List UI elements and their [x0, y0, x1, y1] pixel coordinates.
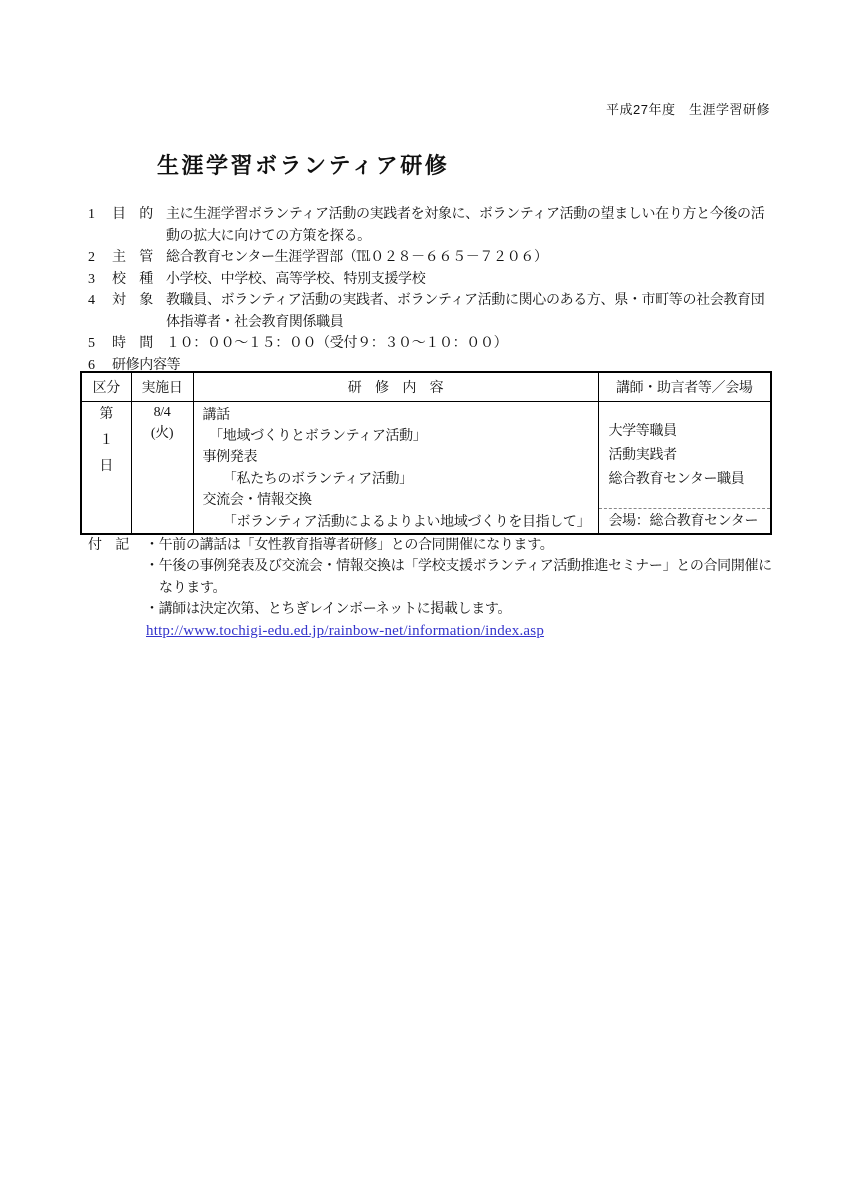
item-label: 時 間	[112, 336, 153, 351]
date-value: 8/4	[153, 404, 171, 420]
content-line: 交流会・情報交換	[202, 493, 312, 509]
page-title: 生涯学習ボランティア研修	[157, 153, 450, 178]
item-text: 主に生涯学習ボランティア活動の実践者を対象に、ボランティア活動の望ましい在り方と今後の活動の拡大に向けての方策を探る。	[166, 207, 765, 244]
item-label: 主 管	[112, 250, 153, 265]
item-number: 5	[88, 336, 95, 351]
item-text: １０：００～１５：００（受付９：３０～１０：００）	[166, 336, 508, 351]
item-label: 目 的	[112, 207, 153, 222]
item-number: 2	[88, 250, 95, 265]
day-number-vertical: 第１日	[99, 406, 114, 474]
header-content: 研 修 内 容	[193, 372, 598, 401]
schedule-header-row	[81, 372, 771, 401]
item-text: 小学校、中学校、高等学校、特別支援学校	[166, 271, 426, 287]
rainbow-net-link[interactable]: http://www.tochigi-edu.ed.jp/rainbow-net/information/index.asp	[146, 623, 545, 640]
header-instructor: 講師・助言者等／会場	[598, 372, 771, 401]
cell-instructors-venue	[598, 401, 771, 534]
header-kubun: 区分	[81, 372, 131, 401]
item-number: 6	[88, 357, 95, 373]
notes-body	[145, 535, 772, 642]
list-item-school-type	[88, 269, 772, 291]
item-label: 研修内容等	[112, 357, 181, 373]
cell-day-number	[81, 401, 131, 534]
item-number: 1	[88, 207, 95, 222]
content-line: 「ボランティア活動によるよりよい地域づくりを目指して」	[202, 514, 591, 530]
note-bullet: ・午後の事例発表及び交流会・情報交換は「学校支援ボランティア活動推進セミナー」との合同開催になります。	[145, 559, 772, 596]
item-text: 教職員、ボランティア活動の実践者、ボランティア活動に関心のある方、県・市町等の社会教育団体指導者・社会教育関係職員	[166, 293, 765, 330]
schedule-table	[80, 371, 772, 535]
list-item-organizer	[88, 247, 772, 269]
date-weekday: (火)	[150, 426, 174, 441]
list-item-time	[88, 333, 772, 355]
header-annotation: 平成27年度 生涯学習研修	[606, 102, 770, 117]
note-bullet: ・午前の講話は「女性教育指導者研修」との合同開催になります。	[145, 538, 554, 553]
item-number: 4	[88, 293, 95, 308]
content-line: 「私たちのボランティア活動」	[202, 471, 413, 487]
note-bullet: ・講師は決定次第、とちぎレインボーネットに掲載します。	[145, 601, 512, 617]
list-item-target	[88, 290, 772, 333]
instructor-line: 総合教育センター職員	[608, 471, 745, 487]
cell-training-content	[193, 401, 598, 534]
notes-label: 付 記	[88, 538, 129, 553]
content-line: 「地域づくりとボランティア活動」	[202, 428, 427, 444]
instructors-block	[599, 402, 771, 508]
notes-section	[88, 535, 772, 642]
content-line: 事例発表	[202, 450, 258, 466]
header-date: 実施日	[131, 372, 193, 401]
schedule-body-row	[81, 401, 771, 534]
instructor-line: 大学等職員	[608, 423, 677, 439]
item-text: 総合教育センター生涯学習部（℡０２８－６６５－７２０６）	[166, 250, 548, 265]
venue-text: 会場：総合教育センター	[599, 508, 771, 533]
list-item-purpose	[88, 204, 772, 247]
cell-date	[131, 401, 193, 534]
item-label: 校 種	[112, 271, 153, 287]
instructor-line: 活動実践者	[608, 447, 677, 463]
item-label: 対 象	[112, 293, 153, 308]
item-number: 3	[88, 271, 95, 287]
overview-list	[88, 204, 772, 376]
content-line: 講話	[202, 407, 230, 423]
